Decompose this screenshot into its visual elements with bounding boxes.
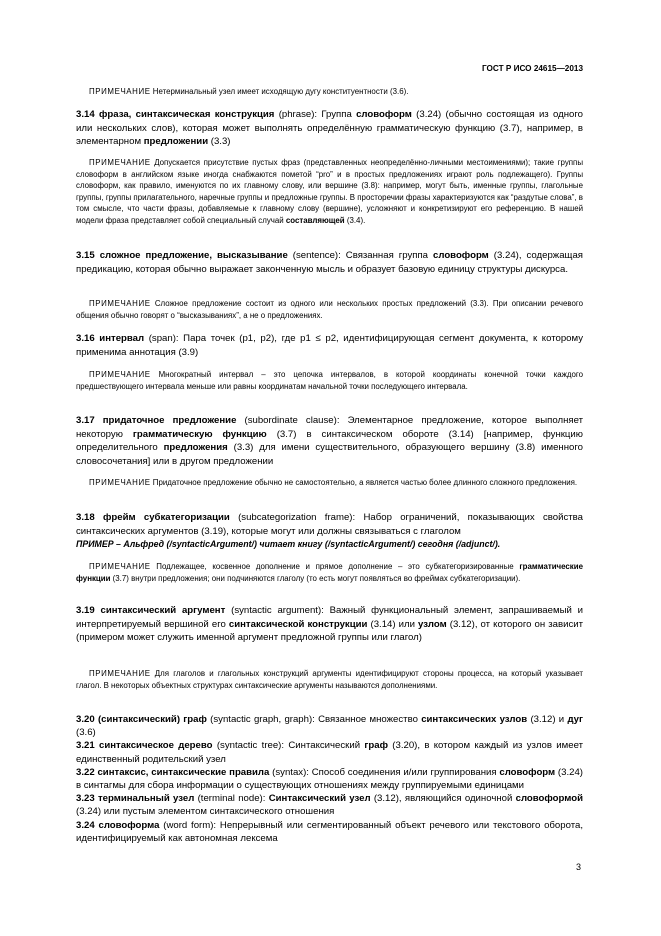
- term: фраза, синтаксическая конструкция: [98, 109, 275, 120]
- term-number: 3.19: [76, 605, 101, 616]
- note-subordinate: ПРИМЕЧАНИЕ Придаточное предложение обычно не самостоятельно, а является частью более длинного сложного предложения.: [89, 478, 578, 487]
- term: синтаксис, синтаксические правила: [97, 766, 270, 778]
- note-label: ПРИМЕЧАНИЕ: [89, 87, 151, 96]
- page-number: 3: [575, 862, 581, 872]
- note-label: ПРИМЕЧАНИЕ: [89, 299, 151, 308]
- note-text: Нетерминальный узел имеет исходящую дугу конституентности (3.6).: [150, 87, 409, 96]
- term: (синтаксический) граф: [97, 714, 207, 725]
- term-number: 3.16: [76, 333, 100, 344]
- note-label: ПРИМЕЧАНИЕ: [89, 562, 151, 571]
- example: ПРИМЕР – Альфред (/syntacticArgument/) читает книгу (/syntacticArgument/) сегодня (/adjunct/).: [76, 539, 501, 550]
- term: сложное предложение, высказывание: [99, 250, 288, 261]
- term-number: 3.15: [76, 250, 100, 261]
- note-label: ПРИМЕЧАНИЕ: [89, 478, 151, 487]
- definition-3-17: 3.17 придаточное предложение (subordinate clause): Элементарное предложение, которое выполняет некоторую грамматическую функцию (3.7) в синтаксическом обороте (3.14) [например, функцию определительного предложения (3.3) для имени существительного, образующего вершину (3.8) именного словосочетания] или в другом предложении: [76, 415, 583, 467]
- note-phrase: ПРИМЕЧАНИЕ Допускается присутствие пустых фраз (представленных неопределённо-личными местоимениями); такие группы словоформ в английском языке иногда снабжаются пометой “pro” и в простых предложениях играют роль подлежащего). Группы словоформ, как правило, именуются по их главному слову, или вершине (3.8): например, могут быть, именные группы, глагольные группы, группы прилагательного, наречные группы и предложные группы. В просторечии фразы характеризуются как “раздутые слова”, в том смысле, что части фразы, добавляемые к главному слову (вершине), усложняют и конкретизируют его референцию. В нашей модели фраза представляет собой специальный случай составляющей (3.4).: [76, 158, 583, 225]
- definition-3-20: 3.20 (синтаксический) граф (syntactic graph, graph): Связанное множество синтаксических узлов (3.12) и дуг (3.6): [76, 714, 583, 739]
- note-subcategorization: ПРИМЕЧАНИЕ Подлежащее, косвенное дополнение и прямое дополнение – это субкатегоризированные грамматические функции (3.7) внутри предложения; они подчиняются глаголу (то есть могут появляться во фреймах субкатегоризации).: [76, 562, 583, 583]
- note-label: ПРИМЕЧАНИЕ: [89, 669, 151, 678]
- term: синтаксический аргумент: [100, 605, 226, 616]
- document-header: ГОСТ Р ИСО 24615—2013: [481, 64, 583, 73]
- note-sentence: ПРИМЕЧАНИЕ Сложное предложение состоит из одного или нескольких простых предложений (3.3). При описании речевого общения обычно говорят о “высказываниях”, а не о предложениях.: [76, 299, 583, 320]
- definition-3-18: 3.18 фрейм субкатегоризации (subcategorization frame): Набор ограничений, показывающих свойства синтаксических аргументов (3.19), которые могут или должны связываться с глаголом ПРИМЕР – Альфред (/syntacticArgument/) читает книгу (/syntacticArgument/) сегодня (/adjunct/).: [76, 511, 583, 552]
- definition-3-22: 3.22 синтаксис, синтаксические правила (syntax): Способ соединения и/или группирования словоформ (3.24) в синтагмы для сбора информации о существующих отношениях между группируемыми единицами: [76, 766, 583, 792]
- definition-3-23: 3.23 терминальный узел (terminal node): Синтаксический узел (3.12), являющийся одиночной словоформой (3.24) или пустым элементом синтаксического отношения: [76, 793, 583, 818]
- definition-3-21: 3.21 синтаксическое дерево (syntactic tree): Синтаксический граф (3.20), в котором каждый из узлов имеет единственный родительский узел: [76, 740, 584, 765]
- note-argument: ПРИМЕЧАНИЕ Для глаголов и глагольных конструкций аргументы идентифицируют стороны процесса, на который указывает глагол. В некоторых объектных структурах синтаксические аргументы называются дополнениями.: [76, 669, 583, 690]
- note-label: ПРИМЕЧАНИЕ: [89, 158, 151, 167]
- term: интервал: [99, 333, 145, 344]
- note-nonterminal: [76, 86, 583, 98]
- term-number: 3.21: [76, 740, 99, 752]
- definition-3-16: 3.16 интервал (span): Пара точек (p1, p2), где p1 ≤ p2, идентифицирующая сегмент документа, к которому применима аннотация (3.9): [76, 333, 583, 358]
- note-label: ПРИМЕЧАНИЕ: [89, 370, 151, 379]
- term: синтаксическое дерево: [98, 740, 213, 752]
- term-number: 3.14: [76, 109, 99, 120]
- term-number: 3.17: [76, 415, 103, 426]
- term-number: 3.24: [76, 819, 99, 831]
- term-number: 3.23: [76, 793, 98, 805]
- term: терминальный узел: [97, 793, 195, 805]
- definition-3-24: 3.24 словоформа (word form): Непрерывный или сегментированный объект речевого или текстового оборота, идентифицируемый как автономная лексема: [76, 819, 583, 844]
- term-number: 3.20: [76, 714, 98, 725]
- term: словоформа: [98, 819, 160, 831]
- definition-3-15: 3.15 сложное предложение, высказывание (sentence): Связанная группа словоформ (3.24), содержащая предикацию, которая обычно выражает законченную мысль и образует базовую единицу структуры дискурса.: [76, 250, 583, 275]
- term: фрейм субкатегоризации: [102, 512, 230, 523]
- definition-3-14: 3.14 фраза, синтаксическая конструкция (phrase): Группа словоформ (3.24) (обычно состоящая из одного или нескольких слов), которая может выполнять определённую грамматическую функцию (3.7), например, в элементарном предложении (3.3): [76, 109, 583, 148]
- definitions-3-20-to-3-24: [76, 713, 583, 845]
- term: придаточное предложение: [102, 415, 237, 426]
- definition-3-19: 3.19 синтаксический аргумент (syntactic argument): Важный функциональный элемент, запрашиваемый и интерпретируемый вершиной его синтаксической конструкции (3.14) или узлом (3.12), от которого он зависит (примером может служить именной аргумент предложной группы или глагол): [76, 605, 584, 644]
- note-span: ПРИМЕЧАНИЕ Многократный интервал – это цепочка интервалов, в которой координаты конечной точки каждого предшествующего интервала меньше или равны координатам начальной точки последующего интервала.: [76, 370, 583, 391]
- term-number: 3.22: [76, 766, 98, 778]
- term-number: 3.18: [76, 512, 103, 523]
